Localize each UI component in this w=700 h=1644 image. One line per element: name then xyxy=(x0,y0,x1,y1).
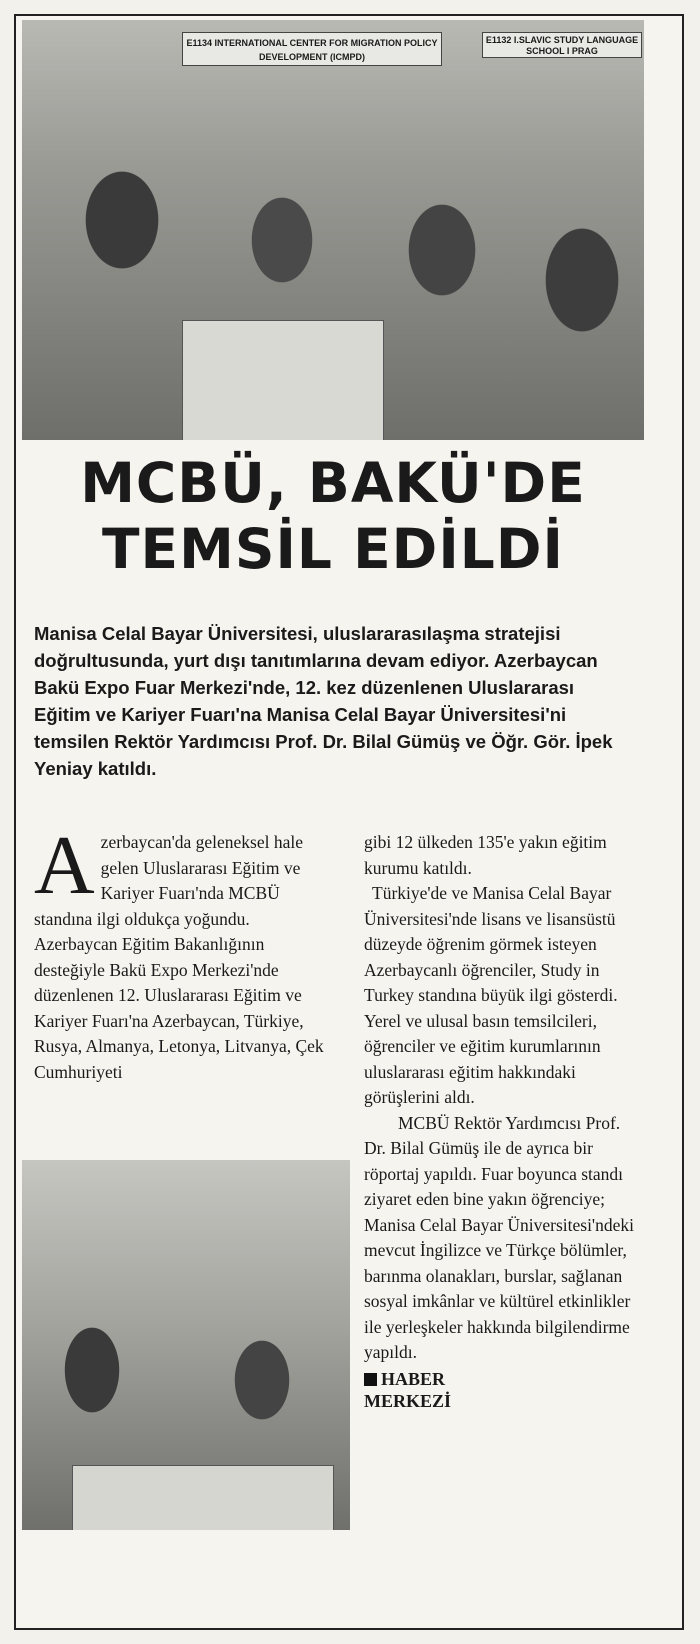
bottom-photo xyxy=(22,1160,350,1530)
drop-cap: A xyxy=(34,819,95,912)
body-paragraph-1 xyxy=(34,819,334,1085)
headline xyxy=(22,450,644,582)
body-paragraph-3: MCBÜ Rektör Yardımcısı Prof. Dr. Bilal Gümüş ile de ayrıca bir röportaj yapıldı. Fuar boyunca standı ziyaret eden bine yakın öğrenciye; Manisa Celal Bayar Üniversitesi'ndeki mevcut İngilizce ve Türkçe bölümler, barınma olanakları, burslar, sağlanan sosyal imkânlar ve kültürel etkinlikler ile yerleşkeler hakkında bilgilendirme yapıldı. xyxy=(364,1112,634,1362)
byline-line-2: MERKEZİ xyxy=(364,1390,452,1411)
headline-line-2: TEMSİL EDİLDİ xyxy=(102,517,564,581)
lead-paragraph: Manisa Celal Bayar Üniversitesi, uluslararasılaşma stratejisi doğrultusunda, yurt dışı tanıtımlarına devam ediyor. Azerbaycan Bakü Expo Fuar Merkezi'nde, 12. kez düzenlenen Uluslararası Eğitim ve Kariyer Fuarı'na Manisa Celal Bayar Üniversitesi'ni temsilen Rektör Yardımcısı Prof. Dr. Bilal Gümüş ve Öğr. Gör. İpek Yeniay katıldı. xyxy=(34,623,613,779)
body-paragraph-1-text: zerbaycan'da geleneksel hale gelen Uluslararası Eğitim ve Kariyer Fuarı'nda MCBÜ standına ilgi oldukça yoğundu. Azerbaycan Eğitim Bakanlığının desteğiyle Bakü Expo Merkezi'nde düzenlenen 12. Uluslararası Eğitim ve Kariyer Fuarı'na Azerbaycan, Türkiye, Rusya, Almanya, Letonya, Litvanya, Çek Cumhuriyeti xyxy=(34,832,324,1082)
booth-desk xyxy=(182,320,384,440)
body-paragraph-1-cont: gibi 12 ülkeden 135'e yakın eğitim kurumu katıldı. xyxy=(364,832,607,878)
headline-line-1: MCBÜ, BAKÜ'DE xyxy=(80,451,586,515)
byline-line-1: HABER xyxy=(381,1368,446,1389)
booth-desk-bottom xyxy=(72,1465,334,1530)
byline xyxy=(364,1368,646,1412)
square-bullet-icon xyxy=(364,1373,377,1386)
top-photo xyxy=(22,20,644,440)
article-column-right xyxy=(364,830,646,1412)
article-column-left xyxy=(34,819,334,1085)
booth-sign-icmpd: E1134 INTERNATIONAL CENTER FOR MIGRATION POLICY DEVELOPMENT (ICMPD) xyxy=(182,32,442,66)
booth-sign-language-school: E1132 I.SLAVIC STUDY LANGUAGE SCHOOL I PRAG xyxy=(482,32,642,58)
body-paragraph-2: Türkiye'de ve Manisa Celal Bayar Üniversitesi'nde lisans ve lisansüstü düzeyde öğrenim görmek isteyen Azerbaycanlı öğrenciler, Study in Turkey standına büyük ilgi gösterdi. Yerel ve ulusal basın temsilcileri, öğrenciler ve eğitim kurumlarının uluslararası eğitim hakkındaki görüşlerini aldı. xyxy=(364,883,618,1107)
